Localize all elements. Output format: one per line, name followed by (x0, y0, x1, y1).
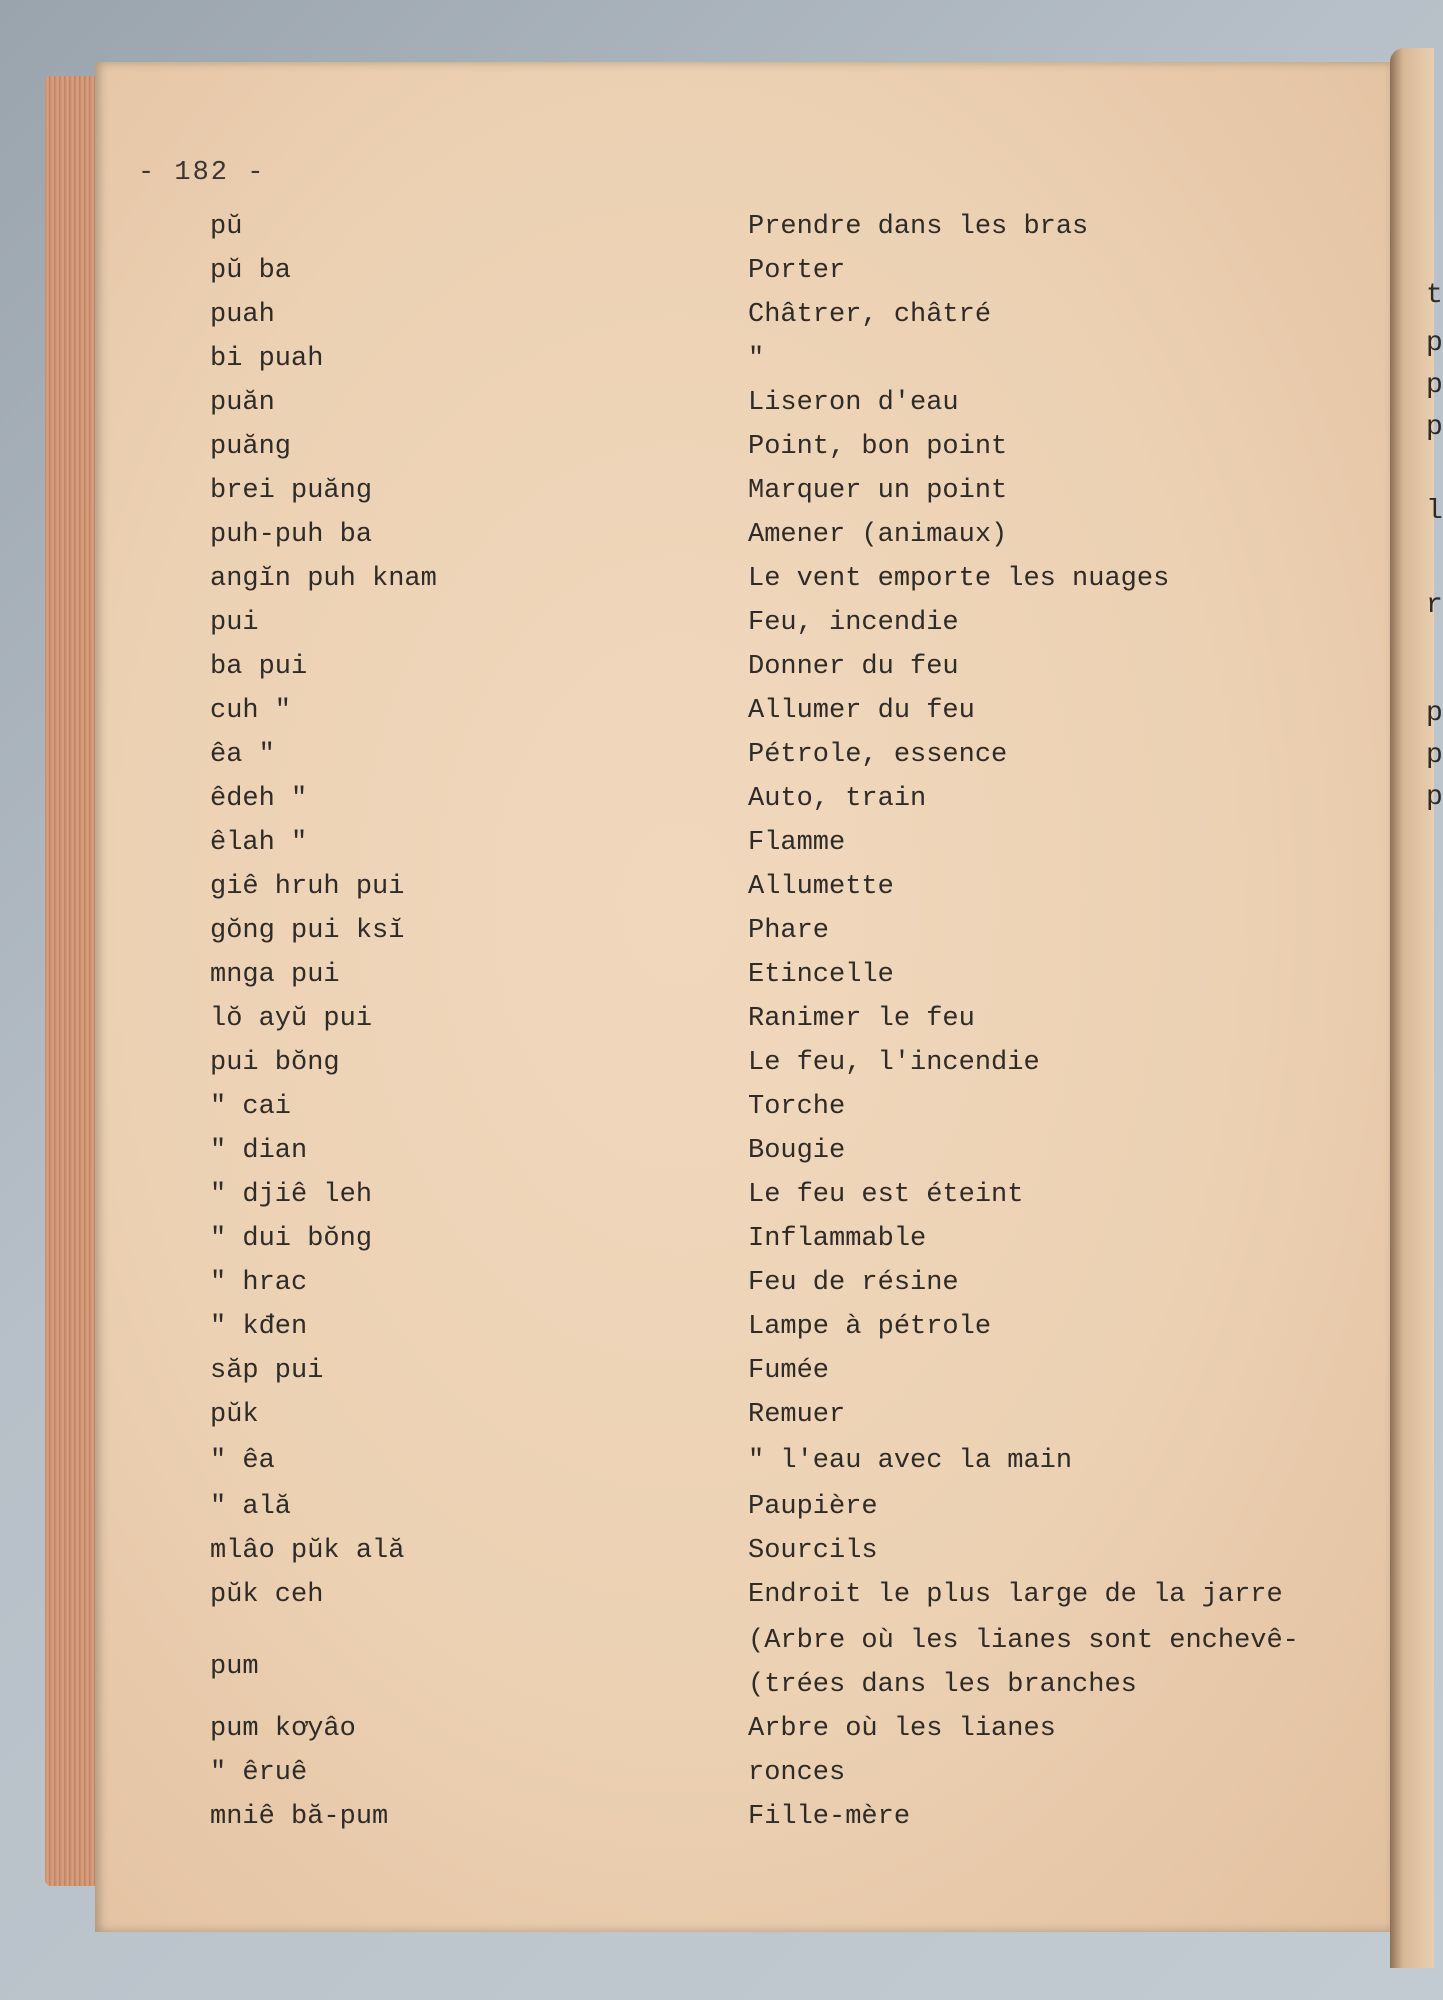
entry-term: cuh " (210, 696, 292, 726)
entry-gloss: Fille-mère (748, 1802, 911, 1832)
entry-gloss: Sourcils (748, 1536, 878, 1566)
entry-term: pŭk (210, 1400, 259, 1430)
entry-gloss: Porter (748, 256, 846, 286)
entry-term: angĭn puh knam (210, 564, 437, 594)
entry-term: bi puah (210, 344, 324, 374)
entry-gloss: " l'eau avec la main (748, 1446, 1073, 1476)
entry-gloss: Remuer (748, 1400, 846, 1430)
entry-term: pui bŏng (210, 1048, 340, 1078)
entry-term: " kđen (210, 1312, 308, 1342)
entry-term: " hrac (210, 1268, 308, 1298)
entry-gloss: Ranimer le feu (748, 1004, 975, 1034)
entry-term: lŏ ayŭ pui (210, 1004, 373, 1034)
entry-gloss: Pétrole, essence (748, 740, 1008, 770)
entry-gloss: " (748, 344, 765, 374)
entry-term: mnga pui (210, 960, 340, 990)
entry-gloss: Prendre dans les bras (748, 212, 1089, 242)
entry-gloss: Arbre où les lianes (748, 1714, 1056, 1744)
entry-term: pŭ (210, 212, 243, 242)
entry-gloss: Auto, train (748, 784, 927, 814)
entry-gloss: Phare (748, 916, 830, 946)
entry-term: " ală (210, 1492, 292, 1522)
right-page-fragment: p (1426, 370, 1443, 401)
entry-gloss: Lampe à pétrole (748, 1312, 992, 1342)
entry-term: pui (210, 608, 259, 638)
entry-gloss: (Arbre où les lianes sont enchevê- (748, 1626, 1299, 1656)
entry-gloss: Fumée (748, 1356, 830, 1386)
entry-gloss: Feu, incendie (748, 608, 959, 638)
entry-term: mniê bă-pum (210, 1802, 389, 1832)
right-page-fragment: p (1426, 412, 1443, 443)
entry-gloss: Etincelle (748, 960, 894, 990)
entry-term: " dian (210, 1136, 308, 1166)
right-page-fragment: r (1426, 590, 1443, 621)
entry-term: giê hruh pui (210, 872, 405, 902)
entry-term: gŏng pui ksĭ (210, 916, 405, 946)
entry-term: mlâo pŭk ală (210, 1536, 405, 1566)
right-page-fragment: t (1426, 280, 1443, 311)
entry-gloss: Paupière (748, 1492, 878, 1522)
entry-term: puah (210, 300, 275, 330)
entry-gloss: Donner du feu (748, 652, 959, 682)
entry-gloss: Torche (748, 1092, 846, 1122)
entry-gloss: Le vent emporte les nuages (748, 564, 1170, 594)
entry-term: " djiê leh (210, 1180, 373, 1210)
entry-term: " êa (210, 1446, 275, 1476)
entry-gloss: Le feu est éteint (748, 1180, 1024, 1210)
entry-gloss: Marquer un point (748, 476, 1008, 506)
right-page-edge (1390, 48, 1443, 1968)
entry-term: pum kơyâo (210, 1714, 356, 1744)
right-page-fragment: p (1426, 782, 1443, 813)
entry-term: ba pui (210, 652, 308, 682)
entry-gloss: Châtrer, châtré (748, 300, 992, 330)
entry-term: puh-puh ba (210, 520, 373, 550)
entry-term: " êruê (210, 1758, 308, 1788)
entry-term: puăng (210, 432, 292, 462)
entry-term: pŭ ba (210, 256, 292, 286)
entry-gloss: Liseron d'eau (748, 388, 959, 418)
entry-term: êa " (210, 740, 275, 770)
entry-term: brei puăng (210, 476, 373, 506)
right-page-fragment: p (1426, 740, 1443, 771)
entry-gloss: Point, bon point (748, 432, 1008, 462)
entry-term: puăn (210, 388, 275, 418)
right-page-fragment: p (1426, 328, 1443, 359)
right-page-fragment: l (1426, 496, 1443, 527)
entry-gloss: ronces (748, 1758, 846, 1788)
entry-gloss: Amener (animaux) (748, 520, 1008, 550)
entry-term: pum (210, 1652, 259, 1682)
entry-gloss: Feu de résine (748, 1268, 959, 1298)
entry-gloss: Allumer du feu (748, 696, 975, 726)
entry-term: êdeh " (210, 784, 308, 814)
entry-gloss: Bougie (748, 1136, 846, 1166)
page-number: - 182 - (138, 158, 266, 188)
right-page-fragment: p (1426, 698, 1443, 729)
entry-gloss: Flamme (748, 828, 846, 858)
entry-gloss: Endroit le plus large de la jarre (748, 1580, 1283, 1610)
entry-gloss: Le feu, l'incendie (748, 1048, 1040, 1078)
entry-gloss: Allumette (748, 872, 894, 902)
entry-gloss: Inflammable (748, 1224, 927, 1254)
entry-term: " cai (210, 1092, 292, 1122)
entry-term: " dui bŏng (210, 1224, 373, 1254)
entry-term: êlah " (210, 828, 308, 858)
entry-gloss: (trées dans les branches (748, 1670, 1137, 1700)
entry-term: pŭk ceh (210, 1580, 324, 1610)
entry-term: săp pui (210, 1356, 324, 1386)
